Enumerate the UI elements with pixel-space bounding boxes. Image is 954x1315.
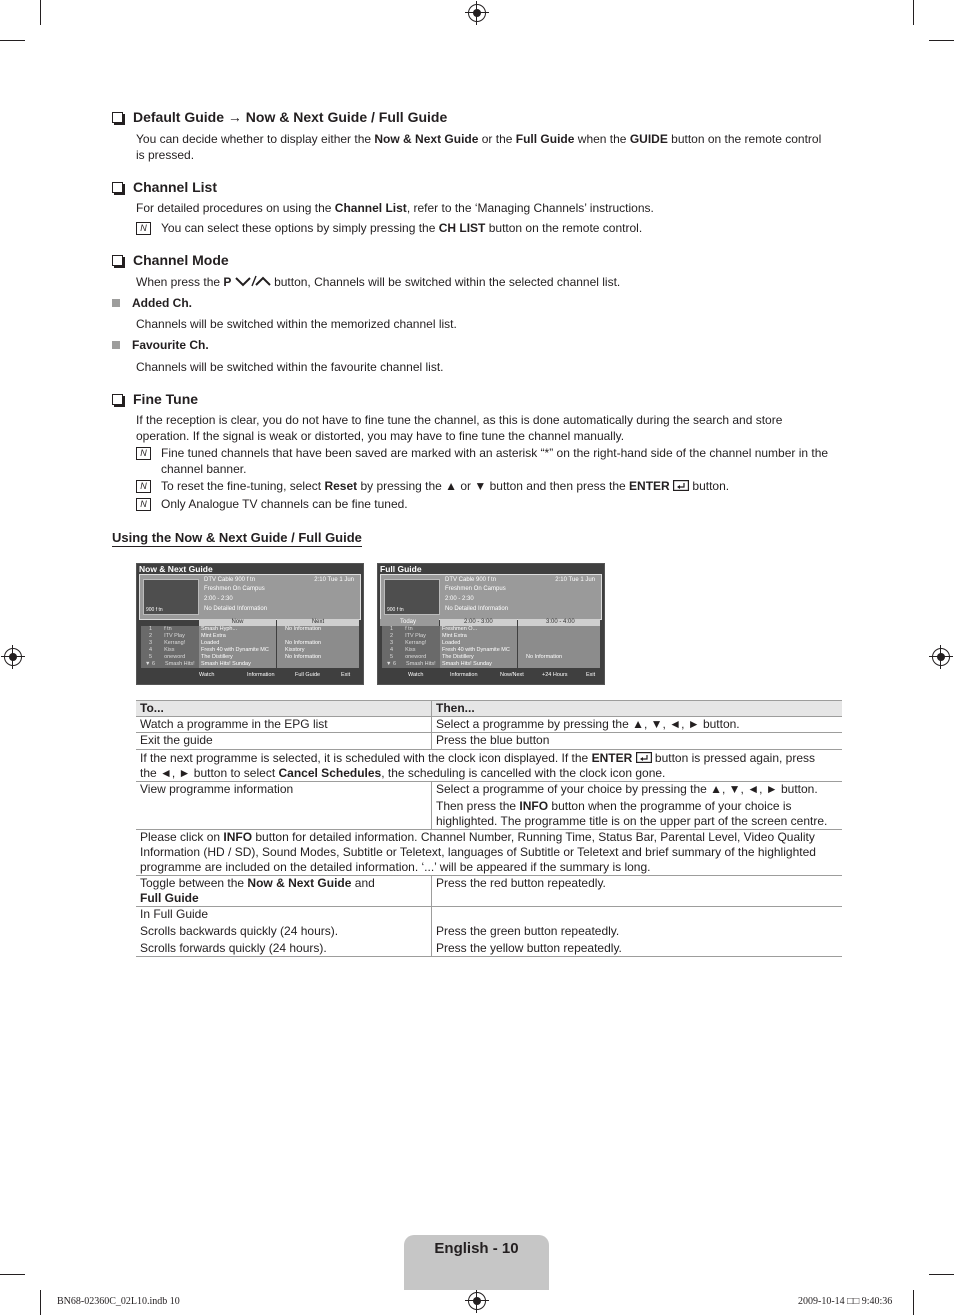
epg-row[interactable]: ▼ 6 Smash Hits! Smash Hits! Sunday bbox=[139, 661, 359, 668]
added-ch-heading: Added Ch. bbox=[112, 296, 192, 310]
channel-list-text: For detailed procedures on using the Channel List, refer to the ‘Managing Channels’ instructions. bbox=[136, 201, 654, 215]
page-number-tab bbox=[404, 1235, 549, 1290]
section-title-fine-tune: Fine Tune bbox=[112, 391, 198, 407]
table-row: If the next programme is selected, it is scheduled with the clock icon displayed. If the ENTER button is pressed again, press the ◄, ► button to select Cancel Schedules, the scheduling is cancelled with the clock icon gone. bbox=[136, 750, 842, 782]
epg-clock: 2:10 Tue 1 Jun bbox=[314, 577, 354, 583]
table-header-row: To... Then... bbox=[136, 701, 842, 717]
fine-tune-note-3: N Only Analogue TV channels can be fine tuned. bbox=[136, 496, 836, 512]
epg-col-today: Today bbox=[380, 619, 439, 626]
epg-title: Full Guide bbox=[380, 564, 422, 574]
page-number: English - 10 bbox=[434, 1240, 519, 1257]
registration-mark-icon bbox=[468, 4, 486, 22]
epg-row[interactable]: 2 ITV Play Mint Extra bbox=[139, 633, 359, 640]
section-title-channel-list: Channel List bbox=[112, 179, 217, 195]
epg-row[interactable]: 3 Kerrang! Loaded bbox=[380, 640, 600, 647]
now-next-guide-screen: Now & Next Guide 900 f tn DTV Cable 900 f tn Freshmen On Campus 2:00 - 2:30 No Detailed Information 2:10 Tue 1 Jun Now Next 1 f tn Smash Hyph... No Information 2 ITV Play Mint Extra 3 Kerrang! Loaded No Information 4 Kiss Fresh 40 with Dynamite MC Kisstory 5 oneword The Distillery No Information ▼ 6 Smash Hits! Smash Hits! Sunday Watch Information Full Guide Exit bbox=[136, 563, 364, 685]
crop-mark bbox=[0, 40, 25, 41]
square-bullet-icon bbox=[112, 299, 120, 307]
crop-mark bbox=[913, 1290, 914, 1315]
epg-col-slot1: 2:00 - 3:00 bbox=[440, 619, 517, 626]
square-bullet-icon bbox=[112, 341, 120, 349]
table-row: Watch a programme in the EPG list Select a programme by pressing the ▲, ▼, ◄, ► button. bbox=[136, 717, 842, 733]
fine-tune-note-2: N To reset the fine-tuning, select Reset by pressing the ▲ or ▼ button and then press the ENTER button. bbox=[136, 478, 836, 494]
checkbox-bullet-icon bbox=[112, 112, 123, 123]
added-ch-text: Channels will be switched within the memorized channel list. bbox=[136, 317, 457, 331]
note-icon: N bbox=[136, 480, 151, 493]
crop-mark bbox=[40, 1290, 41, 1315]
epg-info-box: 900 f tn DTV Cable 900 f tn Freshmen On Campus 2:00 - 2:30 No Detailed Information 2:10 Tue 1 Jun bbox=[139, 574, 361, 620]
table-row: Please click on INFO button for detailed information. Channel Number, Running Time, Status Bar, Parental Level, Video Quality Information (HD / SD), Sound Modes, Subtitle or Teletext, languages of Subtitle or Teletext and brief summary of the highlighted programme are included on the detailed information. ‘...’ will be appeared if the summary is long. bbox=[136, 830, 842, 876]
epg-info-box: 900 f tn DTV Cable 900 f tn Freshmen On Campus 2:00 - 2:30 No Detailed Information 2:10 Tue 1 Jun bbox=[380, 574, 602, 620]
fine-tune-note-1: N Fine tuned channels that have been saved are marked with an asterisk “*” on the right-hand side of the channel number in the channel banner. bbox=[136, 445, 836, 477]
crop-mark bbox=[40, 0, 41, 25]
checkbox-bullet-icon bbox=[112, 394, 123, 405]
enter-icon bbox=[673, 480, 689, 491]
section-title-default-guide: Default Guide → Now & Next Guide / Full Guide bbox=[112, 109, 447, 125]
fine-tune-text: If the reception is clear, you do not have to fine tune the channel, as this is done automatically during the search and store operation. If the signal is weak or distorted, you may have to fine tune the channel manually. bbox=[136, 413, 783, 443]
crop-mark bbox=[913, 0, 914, 25]
note-icon: N bbox=[136, 222, 151, 235]
crop-mark bbox=[0, 1274, 25, 1275]
favourite-ch-text: Channels will be switched within the favourite channel list. bbox=[136, 360, 444, 374]
section-title-channel-mode: Channel Mode bbox=[112, 252, 229, 268]
channel-list-note: N You can select these options by simply pressing the CH LIST button on the remote control. bbox=[136, 220, 836, 236]
epg-preview-thumbnail: 900 f tn bbox=[143, 579, 199, 615]
epg-col-slot2: 3:00 - 4:00 bbox=[518, 619, 600, 626]
epg-row[interactable]: ▼ 6 Smash Hits! Smash Hits! Sunday bbox=[380, 661, 600, 668]
epg-clock: 2:10 Tue 1 Jun bbox=[555, 577, 595, 583]
epg-preview-thumbnail: 900 f tn bbox=[384, 579, 440, 615]
guide-operations-table bbox=[136, 700, 842, 957]
table-row: Toggle between the Now & Next Guide and Full Guide Press the red button repeatedly. bbox=[136, 876, 842, 907]
channel-up-down-icon bbox=[235, 275, 271, 287]
table-row: Exit the guide Press the blue button bbox=[136, 733, 842, 750]
default-guide-text: You can decide whether to display either the Now & Next Guide or the Full Guide when the GUIDE button on the remote control is pressed. bbox=[136, 132, 822, 162]
full-guide-screen: Full Guide 900 f tn DTV Cable 900 f tn Freshmen On Campus 2:00 - 2:30 No Detailed Information 2:10 Tue 1 Jun Today 2:00 - 3:00 3:00 - 4:00 1 f tn Freshmen O... 2 ITV Play Mint Extra 3 Kerrang! Loaded 4 Kiss Fresh 40 with Dynamite MC 5 oneword The Distillery No Information ▼ 6 Smash Hits! Smash Hits! Sunday Watch Information Now/Next +24 Hours Exit bbox=[377, 563, 605, 685]
epg-row[interactable]: 5 oneword The Distillery No Information bbox=[139, 654, 359, 661]
epg-row[interactable]: 5 oneword The Distillery No Information bbox=[380, 654, 600, 661]
enter-icon bbox=[636, 752, 652, 763]
crop-mark bbox=[929, 40, 954, 41]
note-icon: N bbox=[136, 498, 151, 511]
favourite-ch-heading: Favourite Ch. bbox=[112, 338, 209, 352]
channel-mode-text: When press the P button, Channels will be switched within the selected channel list. bbox=[136, 275, 621, 289]
epg-col-now: Now bbox=[199, 619, 276, 626]
epg-row[interactable]: 1 f tn Freshmen O... bbox=[380, 626, 600, 633]
epg-row[interactable]: 3 Kerrang! Loaded No Information bbox=[139, 640, 359, 647]
table-row: In Full Guide Scrolls backwards quickly (24 hours). Scrolls forwards quickly (24 hours). Press the green button repeatedly. Press the yellow button repeatedly. bbox=[136, 907, 842, 957]
epg-row[interactable]: 2 ITV Play Mint Extra bbox=[380, 633, 600, 640]
epg-row[interactable]: 4 Kiss Fresh 40 with Dynamite MC bbox=[380, 647, 600, 654]
epg-row[interactable]: 1 f tn Smash Hyph... No Information bbox=[139, 626, 359, 633]
print-slug-left: BN68-02360C_02L10.indb 10 bbox=[57, 1296, 180, 1307]
registration-mark-icon bbox=[932, 648, 950, 666]
using-guide-heading: Using the Now & Next Guide / Full Guide bbox=[112, 530, 362, 545]
crop-mark bbox=[929, 1274, 954, 1275]
epg-col-next: Next bbox=[277, 619, 359, 626]
registration-mark-icon bbox=[468, 1292, 486, 1310]
registration-mark-icon bbox=[4, 648, 22, 666]
table-row: View programme information Select a programme of your choice by pressing the ▲, ▼, ◄, ► button. Then press the INFO button when the programme of your choice is highlighted. The programme title is on the upper part of the screen centre. bbox=[136, 782, 842, 830]
epg-title: Now & Next Guide bbox=[139, 564, 213, 574]
checkbox-bullet-icon bbox=[112, 255, 123, 266]
epg-row[interactable]: 4 Kiss Fresh 40 with Dynamite MC Kisstory bbox=[139, 647, 359, 654]
checkbox-bullet-icon bbox=[112, 182, 123, 193]
note-icon: N bbox=[136, 447, 151, 460]
print-slug-right: 2009-10-14 □□ 9:40:36 bbox=[798, 1296, 893, 1307]
